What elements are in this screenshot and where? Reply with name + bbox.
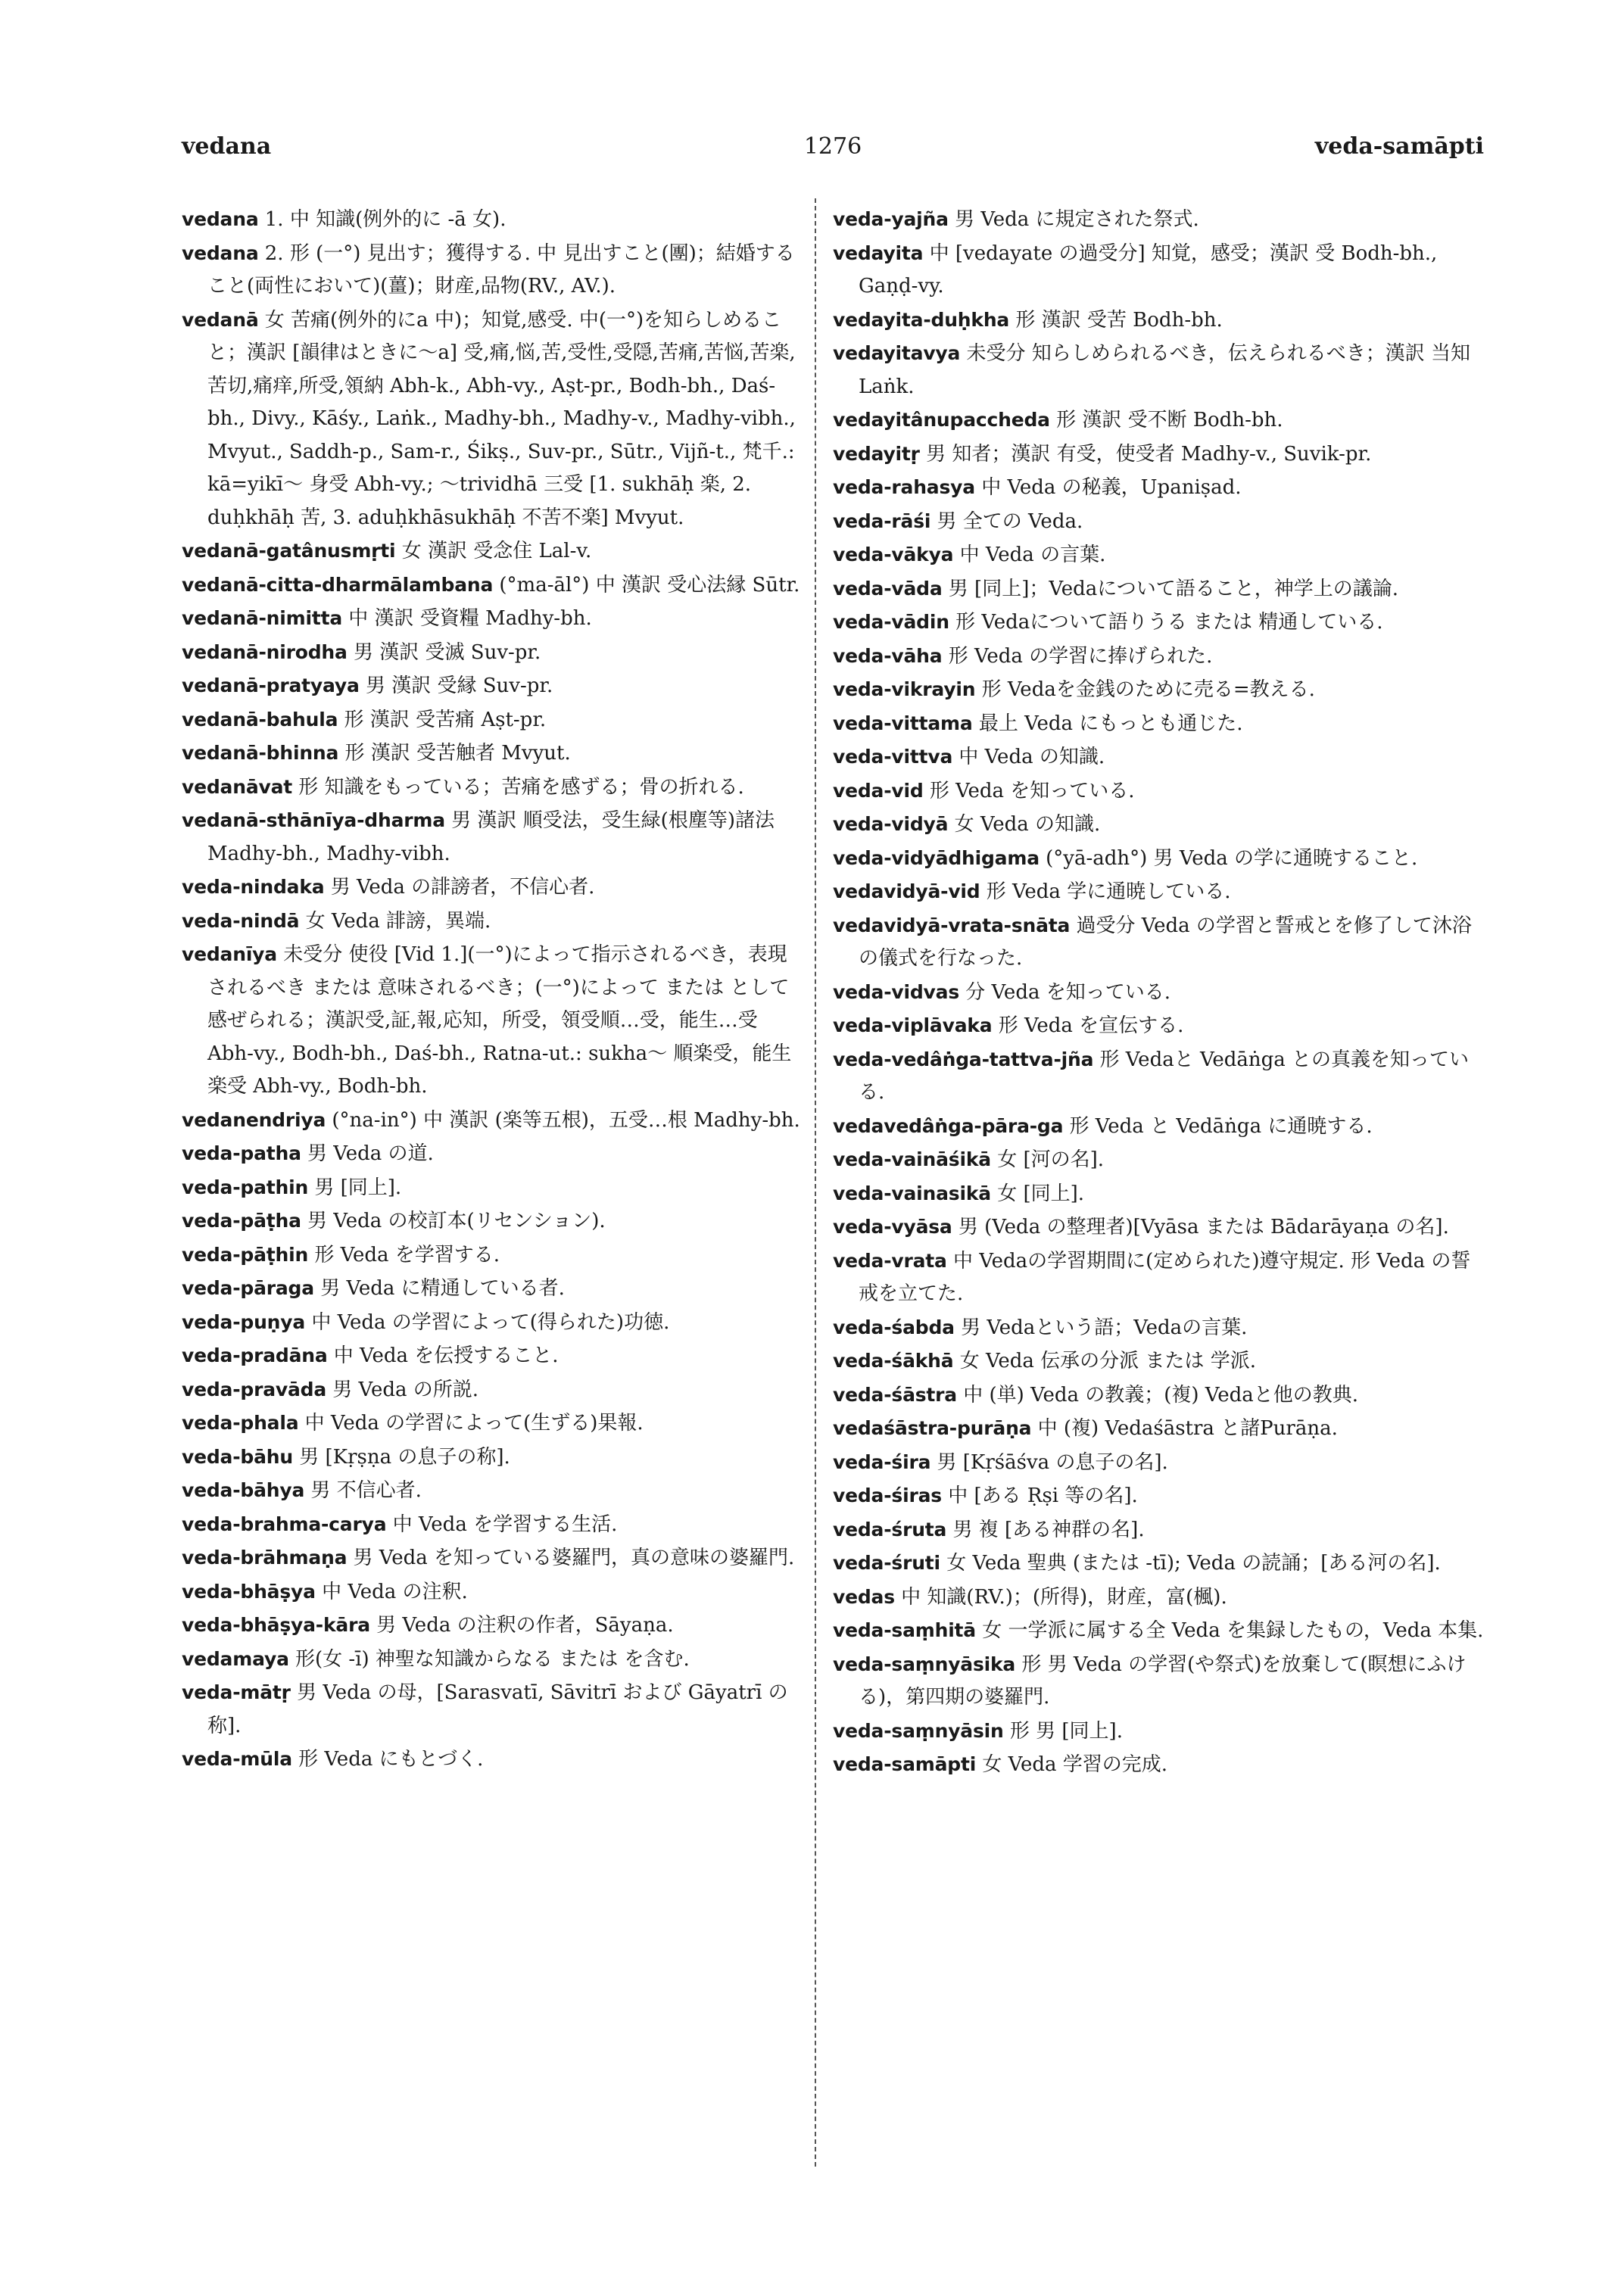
entry-headword: veda-pāraga [182,1277,314,1299]
entry-definition: 中 [ある Ṛṣi 等の名]. [948,1485,1138,1507]
entry-definition: 女 Veda 誹謗，異端. [305,909,491,933]
dictionary-entry [833,505,1484,539]
entry-headword: veda-vainasikā [833,1182,991,1204]
dictionary-entry [182,1474,803,1508]
entry-headword: veda-bhāṣya [182,1580,316,1603]
dictionary-entry [833,1412,1484,1446]
entry-definition: 中 Veda の学習によって(生ずる)果報. [304,1412,644,1435]
right-running-headword: veda-samāpti [1314,133,1484,160]
entry-definition: 中 Veda の注釈. [322,1580,468,1603]
entry-definition: 2. 形 (一°) 見出す；獲得する. 中 見出すこと(團)；結婚すること(両性において)(薑)；財産,品物(RV., AV.). [207,241,795,298]
entry-definition: 形 漢訳 受不断 Bodh-bh. [1056,409,1283,431]
entry-definition: 男 Veda の校訂本(リセンション). [307,1210,606,1232]
entry-headword: veda-vāha [833,644,943,667]
dictionary-entry [833,673,1484,707]
dictionary-entry [182,804,803,871]
dictionary-entry [182,569,803,603]
dictionary-entry [833,1748,1484,1782]
entry-headword: veda-patha [182,1142,301,1164]
entry-definition: 女 Veda 伝承の分派 または 学派. [959,1350,1256,1372]
dictionary-entry [182,1575,803,1609]
entry-headword: vedayitânupaccheda [833,409,1050,431]
entry-definition: 形 Veda 学に通暁している. [986,880,1231,903]
entry-definition: 女 [河の名]. [997,1148,1105,1171]
left-column [182,203,803,1777]
dictionary-entry [182,1238,803,1273]
entry-headword: veda-vākya [833,544,954,565]
entry-definition: 形 漢訳 受苦触者 Mvyut. [344,742,571,765]
entry-definition: 男 Veda に精通している者. [320,1277,565,1300]
entry-headword: veda-vid [833,779,924,802]
entry-definition: 男 漢訳 受縁 Suv-pr. [365,675,553,697]
entry-definition: 女 [同上]. [997,1182,1085,1205]
page-number: 1276 [803,133,862,160]
entry-definition: 男 漢訳 順受法，受生緑(根塵等)諸法 Madhy-bh., Madhy-vibh. [207,809,775,865]
entry-definition: 男 [同上]. [314,1176,402,1199]
entry-headword: vedanā-bhinna [182,742,339,764]
entry-headword: vedanīya [182,943,277,965]
entry-headword: vedavidyā-vrata-snāta [833,914,1071,936]
dictionary-entry [833,572,1484,606]
dictionary-entry [182,703,803,737]
entry-headword: veda-nindā [182,909,300,932]
entry-definition: 未受分 知らしめられるべき，伝えられるべき；漢訳 当知 Laṅk. [859,342,1470,398]
entry-headword: vedayita [833,241,924,264]
entry-headword: veda-rāśi [833,509,931,532]
entry-definition: 形 Veda の学習に捧げられた. [948,644,1213,668]
column-divider [815,198,816,2167]
dictionary-entry [833,740,1484,774]
dictionary-entry [833,842,1484,876]
entry-headword: veda-vādin [833,611,949,633]
entry-definition: 中 知識(RV.)；(所得)，財産，富(楓). [901,1585,1227,1609]
entry-headword: veda-yajña [833,208,949,230]
entry-definition: 男 Veda の注釈の作者，Sāyaṇa. [376,1614,674,1637]
dictionary-entry [182,771,803,805]
entry-definition: 男 Veda の母，[Sarasvatī, Sāvitrī および Gāyatrī の称]. [207,1681,788,1737]
dictionary-entry [182,737,803,771]
entry-definition: 女 漢訳 受念住 Lal-v. [401,540,592,562]
entry-headword: veda-śiras [833,1485,942,1506]
dictionary-entry [182,938,803,1104]
entry-definition: 中 Veda の知識. [959,746,1105,768]
dictionary-entry [833,1110,1484,1144]
dictionary-entry [833,909,1484,976]
entry-headword: veda-bāhu [182,1445,293,1468]
dictionary-entry [182,1339,803,1373]
entry-definition: 男 全ての Veda. [937,509,1083,533]
entry-definition: 男 Veda に規定された祭式. [955,208,1199,231]
dictionary-entry [182,1743,803,1777]
entry-headword: veda-vittama [833,712,973,734]
entry-headword: veda-phala [182,1412,299,1434]
entry-headword: vedanā-nirodha [182,640,348,663]
entry-definition: 形 Veda を宣伝する. [998,1014,1184,1037]
entry-headword: veda-vyāsa [833,1216,952,1238]
entry-definition: 形 Veda を知っている. [929,779,1135,802]
dictionary-entry [833,237,1484,304]
dictionary-entry [833,1648,1484,1715]
entry-definition: 中 Veda の言葉. [959,544,1106,566]
entry-headword: veda-mūla [182,1748,292,1770]
entry-headword: veda-vikrayin [833,678,976,700]
dictionary-entry [182,1137,803,1171]
entry-headword: veda-śāstra [833,1383,957,1406]
entry-definition: 形 Vedaを金銭のために売る=教える. [981,678,1315,701]
dictionary-entry [182,1306,803,1340]
dictionary-entry [182,1407,803,1441]
entry-headword: veda-bhāṣya-kāra [182,1614,370,1636]
entry-headword: vedas [833,1585,895,1608]
entry-definition: 中 Vedaの学習期間に(定められた)遵守規定. 形 Veda の誓戒を立てた. [859,1249,1471,1305]
entry-headword: vedayitavya [833,342,961,364]
entry-definition: 男 Veda を知っている婆羅門，真の意味の婆羅門. [353,1547,795,1569]
dictionary-entry [182,534,803,569]
entry-headword: veda-pāṭhin [182,1243,309,1266]
entry-definition: 中 漢訳 受資糧 Madhy-bh. [348,607,592,630]
entry-definition: 過受分 Veda の学習と誓戒とを修了して沐浴の儀式を行なった. [859,914,1472,970]
entry-headword: vedana [182,241,259,264]
entry-headword: vedayitṛ [833,442,920,465]
entry-headword: veda-śira [833,1450,931,1473]
dictionary-entry [182,905,803,939]
entry-headword: veda-brahma-carya [182,1513,387,1535]
dictionary-entry [833,976,1484,1010]
dictionary-entry [833,640,1484,674]
page-header [182,133,1484,171]
entry-definition: 男 [Kṛśāśva の息子の名]. [937,1450,1168,1474]
entry-headword: veda-bāhya [182,1479,305,1501]
entry-definition: 形 Vedaと Vedāṅga との真義を知っている. [859,1048,1470,1104]
entry-definition: 形 男 Veda の学習(や祭式)を放棄して(瞑想にふける)，第四期の婆羅門. [859,1653,1467,1709]
entry-headword: veda-vidvas [833,980,960,1003]
dictionary-entry [833,707,1484,741]
dictionary-entry [833,1043,1484,1110]
dictionary-entry [833,1715,1484,1749]
entry-headword: veda-śabda [833,1316,955,1338]
dictionary-entry [833,471,1484,505]
dictionary-entry [833,1210,1484,1245]
dictionary-entry [182,1643,803,1677]
entry-headword: veda-vidyādhigama [833,846,1040,869]
entry-headword: vedanā [182,308,259,331]
entry-definition: 未受分 使役 [Vid 1.](一°)によって指示されるべき，表現されるべき または 意味されるべき；(一°)によって または として感ぜられる；漢訳受,証,報,応知，所受，領受順…受，能生…受 Abh-vy., Bodh-bh., Daś-bh., Ratna-ut.: sukha～ 順楽受，能生楽受 Abh-vy., Bodh-bh. [207,943,792,1098]
entry-headword: veda-saṃnyāsin [833,1719,1004,1742]
entry-headword: vedanā-gatânusmṛti [182,540,396,562]
dictionary-entry [182,1204,803,1238]
entry-definition: 形 Veda にもとづく. [298,1748,484,1771]
entry-headword: veda-śākhā [833,1350,954,1372]
entry-definition: 中 Veda の秘義，Upaniṣad. [981,476,1242,499]
entry-definition: 中 (単) Veda の教義；(複) Vedaと他の教典. [963,1383,1358,1407]
entry-definition: 形 漢訳 受苦痛 Aṣt-pr. [344,708,547,731]
entry-headword: veda-saṃnyāsika [833,1653,1016,1675]
entry-headword: veda-śruta [833,1518,947,1541]
dictionary-entry [833,1614,1484,1648]
entry-headword: veda-vidyā [833,813,949,835]
entry-headword: vedaśāstra-purāṇa [833,1417,1032,1439]
entry-definition: 男 漢訳 受滅 Suv-pr. [353,640,541,664]
dictionary-entry [182,1171,803,1205]
entry-headword: vedayita-duḥkha [833,308,1010,331]
entry-headword: veda-nindaka [182,876,325,898]
entry-definition: 女 苦痛(例外的にa 中)；知覚,感受. 中(一°)を知らしめること；漢訳 [韻律はときに～a] 受,痛,悩,苦,受性,受隠,苦痛,苦悩,苦楽,苦切,痛痒,所受,領納 Abh-k., Abh-vy., Aṣt-pr., Bodh-bh., Daś-bh., Divy., Kāśy., Laṅk., Madhy-bh., Madhy-v., Madhy-vibh., Mvyut., Saddh-p., Sam-r., Śikṣ., Suv-pr., Sūtr., Vijñ-t., 梵千.: kā=yikī～ 身受 Abh-vy.; ～trividhā 三受 [1. sukhāḥ 楽, 2. duḥkhāḥ 苦, 3. aduḥkhāsukhāḥ 不苦不楽] Mvyut. [207,308,796,529]
entry-definition: 最上 Veda にもっとも通じた. [978,712,1243,735]
entry-headword: veda-vedâṅga-tattva-jña [833,1048,1094,1070]
entry-definition: (°yā-adh°) 男 Veda の学に通暁すること. [1046,846,1418,870]
entry-definition: 男 Veda の誹謗者，不信心者. [330,876,595,899]
dictionary-entry [182,1609,803,1643]
entry-headword: vedanā-nimitta [182,607,343,629]
dictionary-entry [182,1676,803,1743]
entry-definition: 中 [vedayate の過受分] 知覚，感受；漢訳 受 Bodh-bh., Gaṇḍ-vy. [859,241,1438,298]
entry-headword: veda-śruti [833,1552,940,1574]
entry-definition: 形 Veda と Vedāṅga に通暁する. [1069,1114,1373,1138]
dictionary-entry [833,774,1484,808]
entry-definition: 男 Veda の道. [307,1142,434,1165]
entry-definition: 形(女 -ī) 神聖な知識からなる または を含む. [295,1647,690,1671]
entry-definition: 形 Vedaについて語りうる または 精通している. [955,611,1383,634]
dictionary-entry [182,1508,803,1542]
dictionary-entry [182,1272,803,1306]
dictionary-entry [182,669,803,703]
entry-definition: 男 不信心者. [310,1479,422,1502]
entry-headword: vedavidyā-vid [833,880,980,902]
dictionary-entry [833,538,1484,572]
entry-definition: (°ma-āl°) 中 漢訳 受心法縁 Sūtr. [499,573,800,597]
entry-headword: vedanendriya [182,1108,326,1131]
entry-headword: vedana [182,208,259,230]
entry-definition: 1. 中 知識(例外的に -ā 女). [264,208,507,231]
entry-headword: veda-pathin [182,1176,309,1198]
dictionary-entry [833,875,1484,909]
dictionary-entry [833,1245,1484,1311]
dictionary-entry [833,808,1484,842]
entry-definition: 男 (Veda の整理者)[Vyāsa または Bādarāyaṇa の名]. [958,1216,1449,1238]
dictionary-entry [833,403,1484,438]
entry-headword: veda-samāpti [833,1753,977,1775]
dictionary-entry [833,438,1484,472]
entry-definition: 形 漢訳 受苦 Bodh-bh. [1015,308,1223,332]
dictionary-entry [182,1104,803,1138]
entry-headword: veda-rahasya [833,476,975,498]
entry-headword: veda-pāṭha [182,1210,301,1232]
entry-headword: veda-mātṛ [182,1681,291,1703]
entry-definition: 女 Veda 聖典 (または -tī); Veda の読誦；[ある河の名]. [946,1552,1441,1575]
dictionary-entry [833,1446,1484,1480]
entry-definition: 形 Veda を学習する. [314,1243,500,1266]
entry-definition: 男 Vedaという語；Vedaの言葉. [961,1316,1248,1339]
entry-definition: 女 Veda 学習の完成. [982,1753,1168,1776]
dictionary-entry [833,1009,1484,1043]
dictionary-entry [833,606,1484,640]
entry-definition: 中 Veda の学習によって(得られた)功徳. [311,1310,670,1334]
dictionary-entry [833,1479,1484,1513]
entry-headword: vedamaya [182,1647,289,1670]
entry-headword: veda-vaināśikā [833,1148,991,1170]
dictionary-entry [182,602,803,636]
entry-headword: veda-vrata [833,1249,947,1272]
entry-headword: veda-pravāda [182,1378,327,1400]
dictionary-entry [182,871,803,905]
entry-definition: 男 [Kṛṣṇa の息子の称]. [299,1445,510,1469]
dictionary-entry [833,1581,1484,1615]
dictionary-entry [833,203,1484,237]
dictionary-entry [833,1513,1484,1547]
dictionary-entry [182,1541,803,1575]
dictionary-entry [833,1344,1484,1379]
entry-headword: veda-vittva [833,746,953,768]
dictionary-entry [833,304,1484,338]
entry-definition: 男 [同上]；Vedaについて語ること，神学上の議論. [948,577,1399,600]
entry-headword: veda-saṃhitā [833,1619,976,1641]
dictionary-entry [182,304,803,535]
entry-definition: 中 Veda を学習する生活. [392,1513,618,1536]
dictionary-entry [833,1311,1484,1345]
entry-headword: vedavedâṅga-pāra-ga [833,1114,1064,1137]
entry-definition: 女 Veda の知識. [954,813,1101,836]
entry-headword: veda-viplāvaka [833,1014,993,1036]
entry-headword: vedanā-sthānīya-dharma [182,809,445,831]
entry-definition: 中 (複) Vedaśāstra と諸Purāṇa. [1037,1417,1338,1440]
left-running-headword: vedana [182,133,272,160]
dictionary-entry [182,1373,803,1407]
entry-headword: vedanā-pratyaya [182,675,360,696]
entry-definition: 中 Veda を伝授すること. [333,1344,559,1367]
entry-headword: veda-brāhmaṇa [182,1547,348,1569]
entry-headword: veda-vāda [833,577,943,600]
dictionary-entry [182,636,803,670]
right-column [833,203,1484,1782]
entry-definition: 分 Veda を知っている. [965,980,1170,1004]
dictionary-entry [833,1379,1484,1413]
dictionary-entry [182,203,803,237]
entry-headword: veda-puṇya [182,1310,306,1333]
dictionary-entry [182,1441,803,1475]
entry-definition: (°na-in°) 中 漢訳 (楽等五根)，五受…根 Madhy-bh. [332,1108,800,1132]
entry-headword: vedanā-citta-dharmālambana [182,573,494,596]
entry-definition: 男 知者；漢訳 有受，使受者 Madhy-v., Suvik-pr. [926,442,1372,466]
entry-definition: 形 男 [同上]. [1009,1719,1123,1743]
entry-headword: veda-pradāna [182,1344,328,1366]
entry-headword: vedanā-bahula [182,708,338,731]
dictionary-entry [833,1547,1484,1581]
dictionary-entry [182,237,803,304]
dictionary-entry [833,1143,1484,1177]
entry-definition: 男 複 [ある神群の名]. [952,1518,1145,1541]
entry-definition: 女 一学派に属する全 Veda を集録したもの，Veda 本集. [982,1619,1484,1642]
entry-definition: 形 知識をもっている；苦痛を感ずる；骨の折れる. [298,775,744,799]
dictionary-entry [833,1177,1484,1211]
entry-definition: 男 Veda の所説. [332,1378,479,1401]
dictionary-entry [833,337,1484,403]
entry-headword: vedanāvat [182,775,293,798]
